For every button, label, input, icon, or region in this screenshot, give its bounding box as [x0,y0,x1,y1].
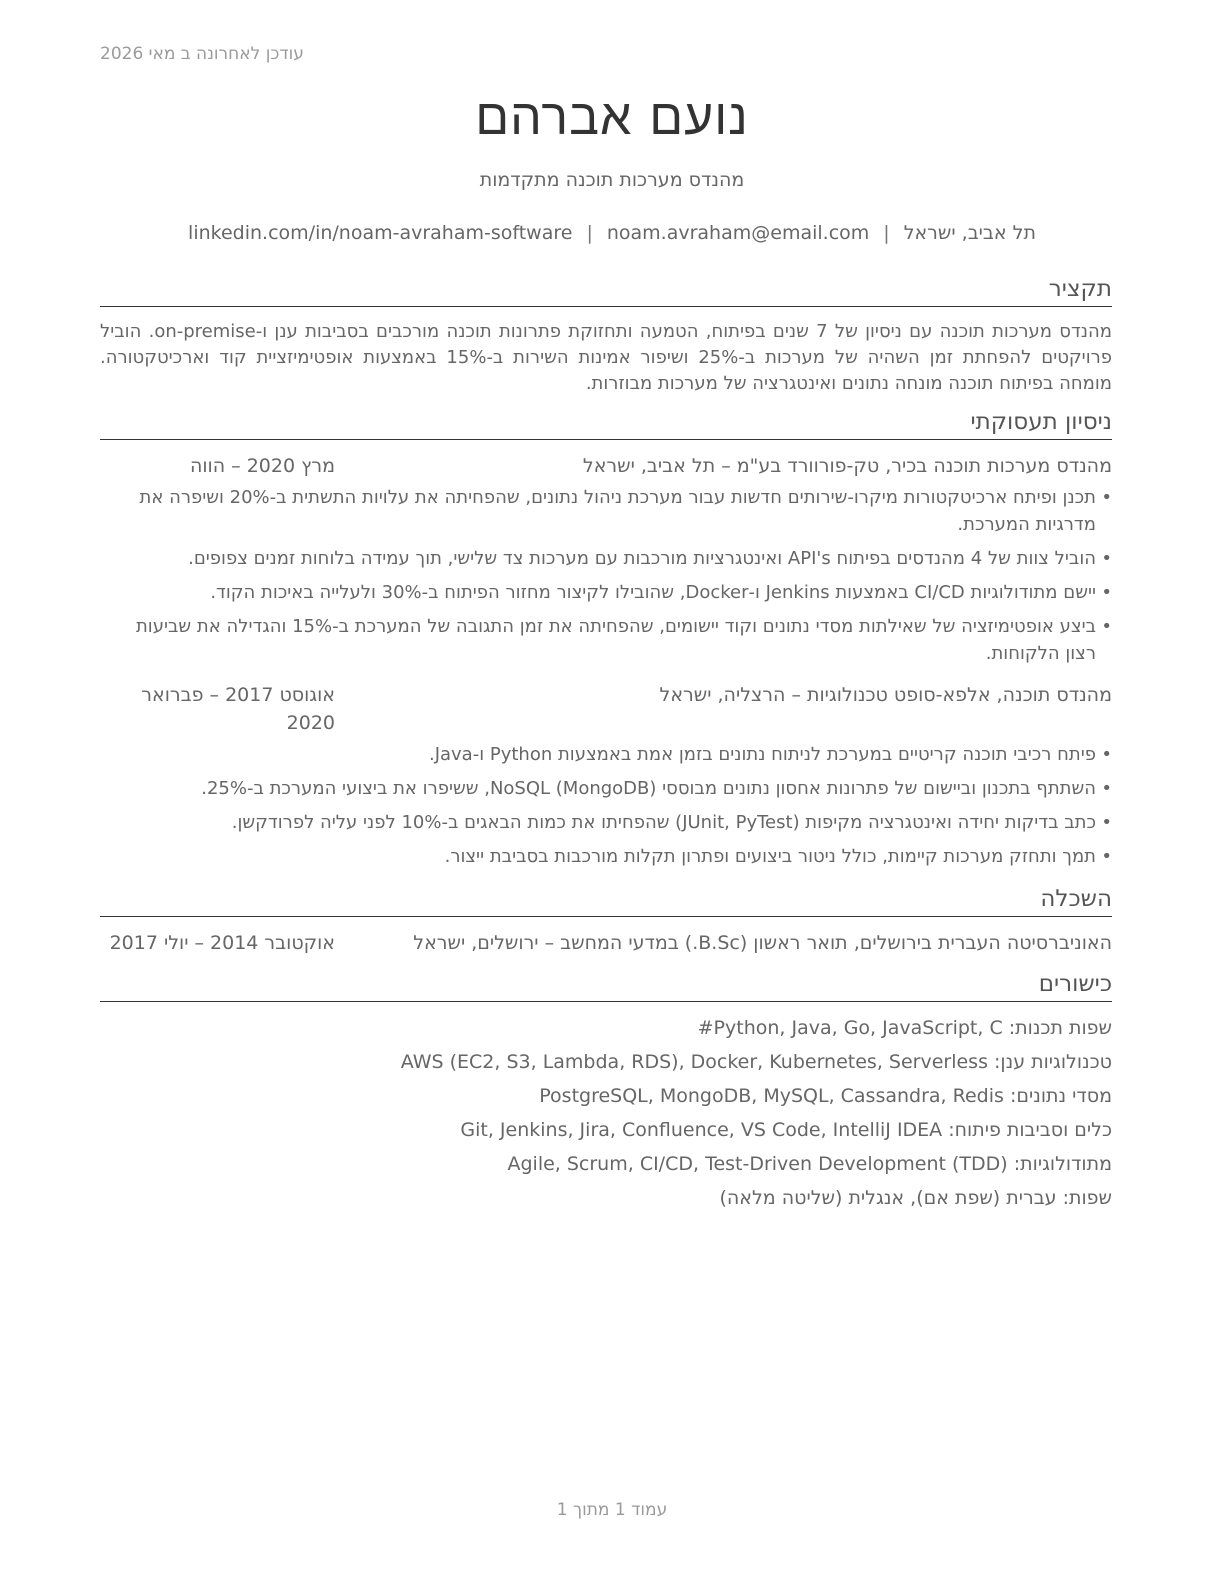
skills-item: מתודולוגיות: Agile, Scrum, CI/CD, Test-Driven Development (TDD) [507,1153,1112,1175]
job-bullets [100,741,1112,870]
education-dates: אוקטובר 2014 – יולי 2017 [109,932,335,954]
skills-item: טכנולוגיות ענן: AWS (EC2, S3, Lambda, RDS), Docker, Kubernetes, Serverless [400,1051,1112,1073]
candidate-name: נועם אברהם [475,88,749,146]
education-heading: השכלה [100,884,1112,917]
job-dates: מרץ 2020 – הווה [189,455,335,477]
location-text: תל אביב, ישראל [903,222,1036,244]
job-entry [100,681,1112,870]
skills-item: מסדי נתונים: PostgreSQL, MongoDB, MySQL, Cassandra, Redis [539,1085,1112,1107]
linkedin-link[interactable]: linkedin.com/in/noam-avraham-software [188,222,573,244]
experience-heading: ניסיון תעסוקתי [100,407,1112,440]
job-bullet: • פיתח רכיבי תוכנה קריטיים במערכת לניתוח נתונים בזמן אמת באמצעות Python ו-Java. [100,741,1112,768]
education-entry [100,929,1112,957]
job-header [100,681,1112,737]
job-bullet: • כתב בדיקות יחידה ואינטגרציה מקיפות (JUnit, PyTest) שהפחיתו את כמות הבאגים ב-10% לפני עליה לפרודקשן. [100,809,1112,836]
job-bullet: • תמך ותחזק מערכות קיימות, כולל ניטור ביצועים ופתרון תקלות מורכבות בסביבת ייצור. [100,843,1112,870]
summary-heading: תקציר [100,274,1112,307]
skills-heading: כישורים [100,969,1112,1002]
candidate-title: מהנדס מערכות תוכנה מתקדמות [479,169,745,191]
skills-item: שפות: עברית (שפת אם), אנגלית (שליטה מלאה) [719,1187,1112,1209]
last-updated-text: עודכן לאחרונה ב מאי 2026 [100,44,304,64]
resume-body [100,274,1112,1218]
skills-item: כלים וסביבות פיתוח: Git, Jenkins, Jira, Confluence, VS Code, IntelliJ IDEA [460,1119,1112,1141]
contact-line [0,222,1224,244]
contact-separator: | [883,222,890,244]
job-bullet: • השתתף בתכנון וביישום של פתרונות אחסון נתונים מבוססי NoSQL (MongoDB), ששיפרו את ביצועי המערכת ב-25%. [100,775,1112,802]
job-bullets [100,484,1112,667]
page-number: עמוד 1 מתוך 1 [556,1500,668,1520]
summary-text: מהנדס מערכות תוכנה עם ניסיון של 7 שנים בפיתוח, הטמעה ותחזוקת פתרונות תוכנה מורכבים בסביבות ענן ו-on-premise. הוביל פרויקטים להפחתת זמן השהיה של מערכות ב-25% ושיפור אמינות השירות ב-15% באמצעות אופטימיזציית קוד וארכיטקטורה. מומחה בפיתוח תוכנה מונחה נתונים ואינטגרציה של מערכות מבוזרות. [100,321,1112,394]
job-entry [100,452,1112,667]
job-role: מהנדס תוכנה, אלפא-סופט טכנולוגיות – הרצליה, ישראל [659,684,1112,706]
job-bullet: • תכנן ופיתח ארכיטקטורות מיקרו-שירותים חדשות עבור מערכת ניהול נתונים, שהפחיתה את עלויות התשתית ב-20% ושיפרה את מדרגיות המערכת. [100,484,1112,538]
job-bullet: • ביצע אופטימיזציה של שאילתות מסדי נתונים וקוד יישומים, שהפחיתה את זמן התגובה של המערכת ב-15% והגדילה את שביעות רצון הלקוחות. [100,613,1112,667]
job-bullet: • יישם מתודולוגיות CI/CD באמצעות Jenkins ו-Docker, שהובילו לקיצור מחזור הפיתוח ב-30% ולעלייה באיכות הקוד. [100,579,1112,606]
skills-item: שפות תכנות: Python, Java, Go, JavaScript, C# [697,1017,1112,1039]
education-degree: האוניברסיטה העברית בירושלים, תואר ראשון (B.Sc.) במדעי המחשב – ירושלים, ישראל [413,932,1112,954]
job-role: מהנדס מערכות תוכנה בכיר, טק-פורוורד בע"מ – תל אביב, ישראל [582,455,1112,477]
contact-separator: | [586,222,593,244]
email-link[interactable]: noam.avraham@email.com [606,222,870,244]
job-bullet: • הוביל צוות של 4 מהנדסים בפיתוח API's ואינטגרציות מורכבות עם מערכות צד שלישי, תוך עמידה בלוחות זמנים צפופים. [100,545,1112,572]
job-header [100,452,1112,480]
job-dates: אוגוסט 2017 – פברואר 2020 [141,684,335,734]
